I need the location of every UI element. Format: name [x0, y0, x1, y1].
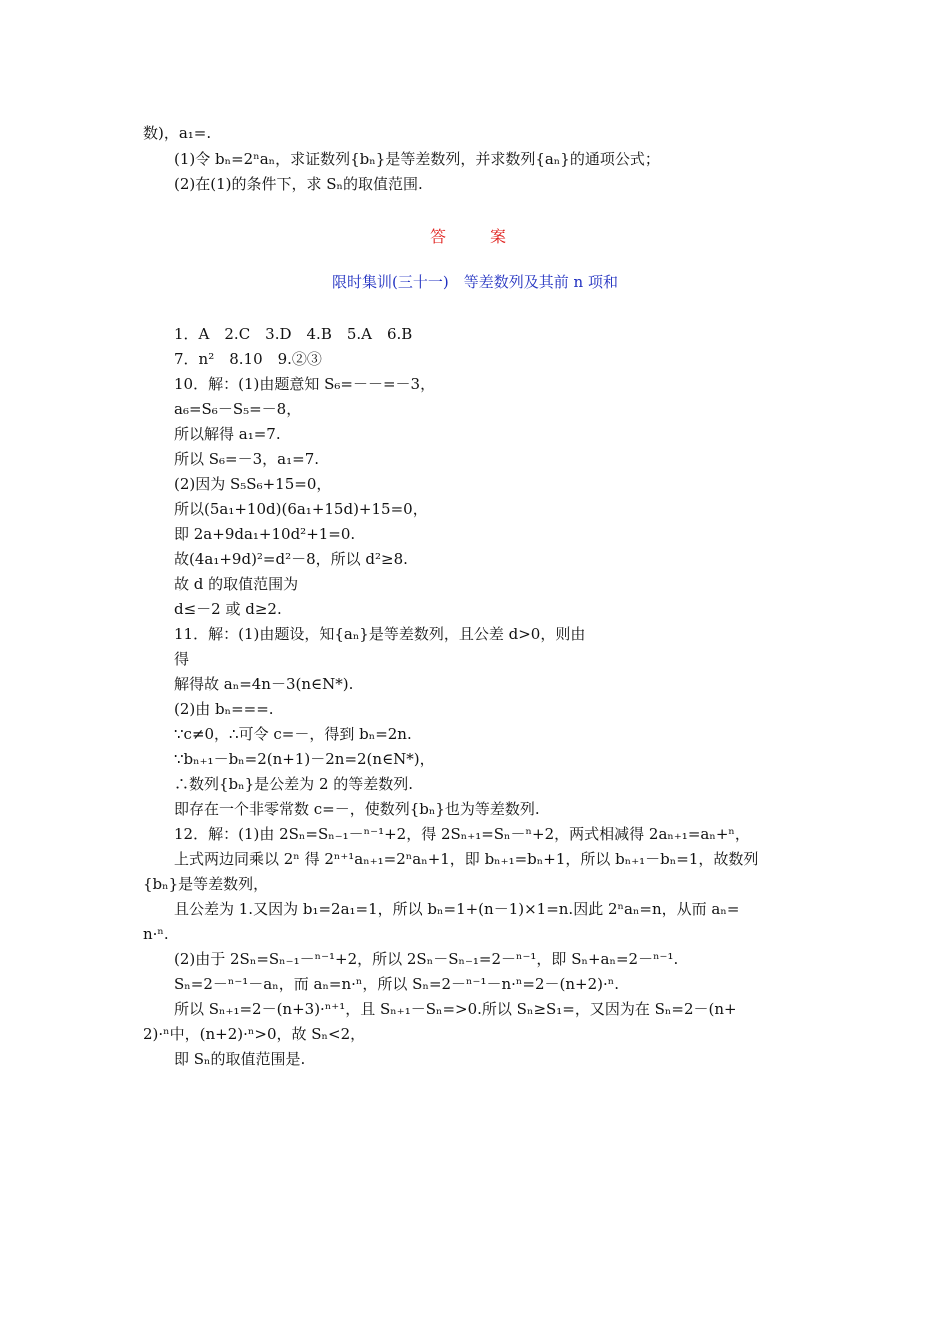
answer-line: 2)·ⁿ中，(n+2)·ⁿ>0，故 Sₙ<2， — [143, 1025, 366, 1043]
answer-line: ∵bₙ₊₁－bₙ=2(n+1)－2n=2(n∈N*)， — [174, 750, 435, 768]
answer-line: 11．解：(1)由题设，知{aₙ}是等差数列，且公差 d>0，则由 — [174, 625, 586, 643]
answer-line: 故(4a₁+9d)²=d²－8，所以 d²≥8. — [174, 550, 408, 568]
answer-line: 所以 Sₙ₊₁=2－(n+3)·ⁿ⁺¹，且 Sₙ₊₁－Sₙ=>0.所以 Sₙ≥S₁=，又因为在 Sₙ=2－(n+ — [174, 1000, 737, 1018]
answer-line: (2)由 bₙ===. — [174, 700, 274, 718]
problem-part-1: (1)令 bₙ=2ⁿaₙ，求证数列{bₙ}是等差数列，并求数列{aₙ}的通项公式； — [174, 150, 660, 168]
answer-line: 1．A 2.C 3.D 4.B 5.A 6.B — [174, 325, 413, 343]
answer-line: 10．解：(1)由题意知 S₆=－－=－3， — [174, 375, 436, 393]
answer-line: 故 d 的取值范围为 — [174, 575, 299, 593]
answer-line: 即 2a+9da₁+10d²+1=0. — [174, 525, 356, 543]
answer-line: 所以 S₆=－3，a₁=7. — [174, 450, 320, 468]
answer-line: ∵c≠0，∴可令 c=－，得到 bₙ=2n. — [174, 725, 412, 743]
answer-line: 得 — [174, 650, 190, 668]
answer-line: 12．解：(1)由 2Sₙ=Sₙ₋₁－ⁿ⁻¹+2，得 2Sₙ₊₁=Sₙ－ⁿ+2，两式相减得 2aₙ₊₁=aₙ+ⁿ， — [174, 825, 750, 843]
answer-line: 即存在一个非零常数 c=－，使数列{bₙ}也为等差数列. — [174, 800, 540, 818]
answer-heading: 答 案 — [429, 227, 520, 246]
answer-line: ∴数列{bₙ}是公差为 2 的等差数列. — [174, 775, 414, 793]
answer-line: {bₙ}是等差数列， — [143, 875, 269, 893]
section-title: 限时集训(三十一) 等差数列及其前 n 项和 — [332, 273, 618, 291]
problem-part-2: (2)在(1)的条件下，求 Sₙ的取值范围. — [174, 175, 423, 193]
answer-line: n·ⁿ. — [143, 925, 169, 943]
answer-line: a₆=S₆－S₅=－8， — [174, 400, 302, 418]
answer-line: 所以解得 a₁=7. — [174, 425, 281, 443]
answer-line: 即 Sₙ的取值范围是. — [174, 1050, 306, 1068]
answer-line: 且公差为 1.又因为 b₁=2a₁=1，所以 bₙ=1+(n－1)×1=n.因此 2ⁿaₙ=n，从而 aₙ= — [174, 900, 740, 918]
problem-continuation-line: 数)，a₁=. — [143, 124, 212, 142]
answer-line: 解得故 aₙ=4n－3(n∈N*). — [174, 675, 354, 693]
answer-line: 上式两边同乘以 2ⁿ 得 2ⁿ⁺¹aₙ₊₁=2ⁿaₙ+1，即 bₙ₊₁=bₙ+1，所以 bₙ₊₁－bₙ=1，故数列 — [174, 850, 759, 868]
answer-line: (2)因为 S₅S₆+15=0， — [174, 475, 332, 493]
answer-line: Sₙ=2－ⁿ⁻¹－aₙ，而 aₙ=n·ⁿ，所以 Sₙ=2－ⁿ⁻¹－n·ⁿ=2－(n+2)·ⁿ. — [174, 975, 620, 993]
answer-line: 所以(5a₁+10d)(6a₁+15d)+15=0， — [174, 500, 428, 518]
answer-line: 7．n² 8.10 9.②③ — [174, 350, 322, 368]
answer-line: (2)由于 2Sₙ=Sₙ₋₁－ⁿ⁻¹+2，所以 2Sₙ－Sₙ₋₁=2－ⁿ⁻¹，即 Sₙ+aₙ=2－ⁿ⁻¹. — [174, 950, 679, 968]
answer-line: d≤－2 或 d≥2. — [174, 600, 282, 618]
